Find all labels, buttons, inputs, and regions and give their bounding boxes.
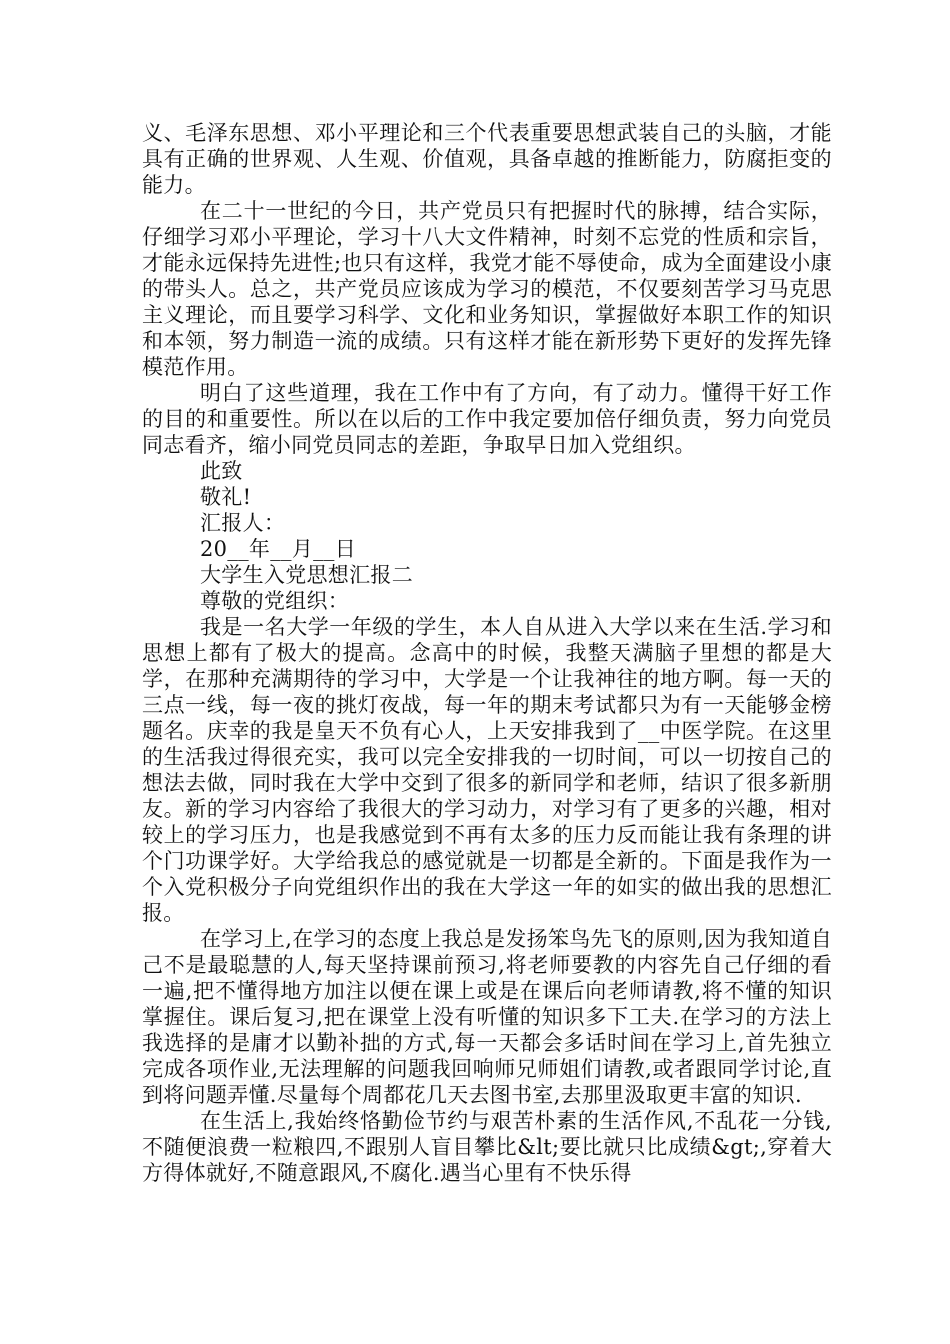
closing-regards: 敬礼! (200, 485, 252, 509)
reporter-label: 汇报人： (200, 511, 286, 535)
document-body (142, 120, 832, 1186)
paragraph-life: 在生活上,我始终恪勤俭节约与艰苦朴素的生活作风,不乱花一分钱,不随便浪费一粒粮四,不跟别人盲目攀比&lt;要比就只比成绩&gt;,穿着大方得体就好,不随意跟风,不腐化.遇当心里有不快乐得 (142, 1109, 832, 1185)
greeting: 尊敬的党组织： (200, 589, 350, 613)
date-line: 20__年__月__日 (200, 537, 357, 561)
paragraph-study: 在学习上,在学习的态度上我总是发扬笨鸟先飞的原则,因为我知道自己不是最聪慧的人,每天坚持课前预习,将老师要教的内容先自己仔细的看一遍,把不懂得地方加注以便在课上或是在课后向老师请教,将不懂的知识掌握住。课后复习,把在课堂上没有听懂的知识多下工夫.在学习的方法上我选择的是庸才以勤补拙的方式,每一天都会多话时间在学习上,首先独立完成各项作业,无法理解的问题我回响师兄师姐们请教,或者跟同学讨论,直到将问题弄懂.尽量每个周都花几天去图书室,去那里汲取更丰富的知识. (142, 927, 832, 1107)
closing-salutation: 此致 (200, 459, 243, 483)
paragraph-intro: 我是一名大学一年级的学生，本人自从进入大学以来在生活.学习和思想上都有了极大的提高。念高中的时候，我整天满脑子里想的都是大学，在那种充满期待的学习中，大学是一个让我神往的地方啊。每一天的三点一线，每一夜的挑灯夜战，每一年的期末考试都只为有一天能够金榜题名。庆幸的我是皇天不负有心人，上天安排我到了__中医学院。在这里的生活我过得很充实，我可以完全安排我的一切时间，可以一切按自己的想法去做，同时我在大学中交到了很多的新同学和老师，结识了很多新朋友。新的学习内容给了我很大的学习动力，对学习有了更多的兴趣，相对较上的学习压力，也是我感觉到不再有太多的压力反而能让我有条理的讲个门功课学好。大学给我总的感觉就是一切都是全新的。下面是我作为一个入党积极分子向党组织作出的我在大学这一年的如实的做出我的思想汇报。 (142, 615, 832, 925)
paragraph-1: 义、毛泽东思想、邓小平理论和三个代表重要思想武装自己的头脑，才能具有正确的世界观、人生观、价值观，具备卓越的推断能力，防腐拒变的能力。 (142, 121, 832, 197)
paragraph-3: 明白了这些道理，我在工作中有了方向，有了动力。懂得干好工作的目的和重要性。所以在以后的工作中我定要加倍仔细负责，努力向党员同志看齐，缩小同党员同志的差距，争取早日加入党组织。 (142, 381, 832, 457)
paragraph-2: 在二十一世纪的今日，共产党员只有把握时代的脉搏，结合实际，仔细学习邓小平理论，学习十八大文件精神，时刻不忘党的性质和宗旨，才能永远保持先进性;也只有这样，我党才能不辱使命，成为全面建设小康的带头人。总之，共产党员应该成为学习的模范，不仅要刻苦学习马克思主义理论，而且要学习科学、文化和业务知识，掌握做好本职工作的知识和本领，努力制造一流的成绩。只有这样才能在新形势下更好的发挥先锋模范作用。 (142, 199, 832, 379)
section-title: 大学生入党思想汇报二 (200, 563, 413, 587)
